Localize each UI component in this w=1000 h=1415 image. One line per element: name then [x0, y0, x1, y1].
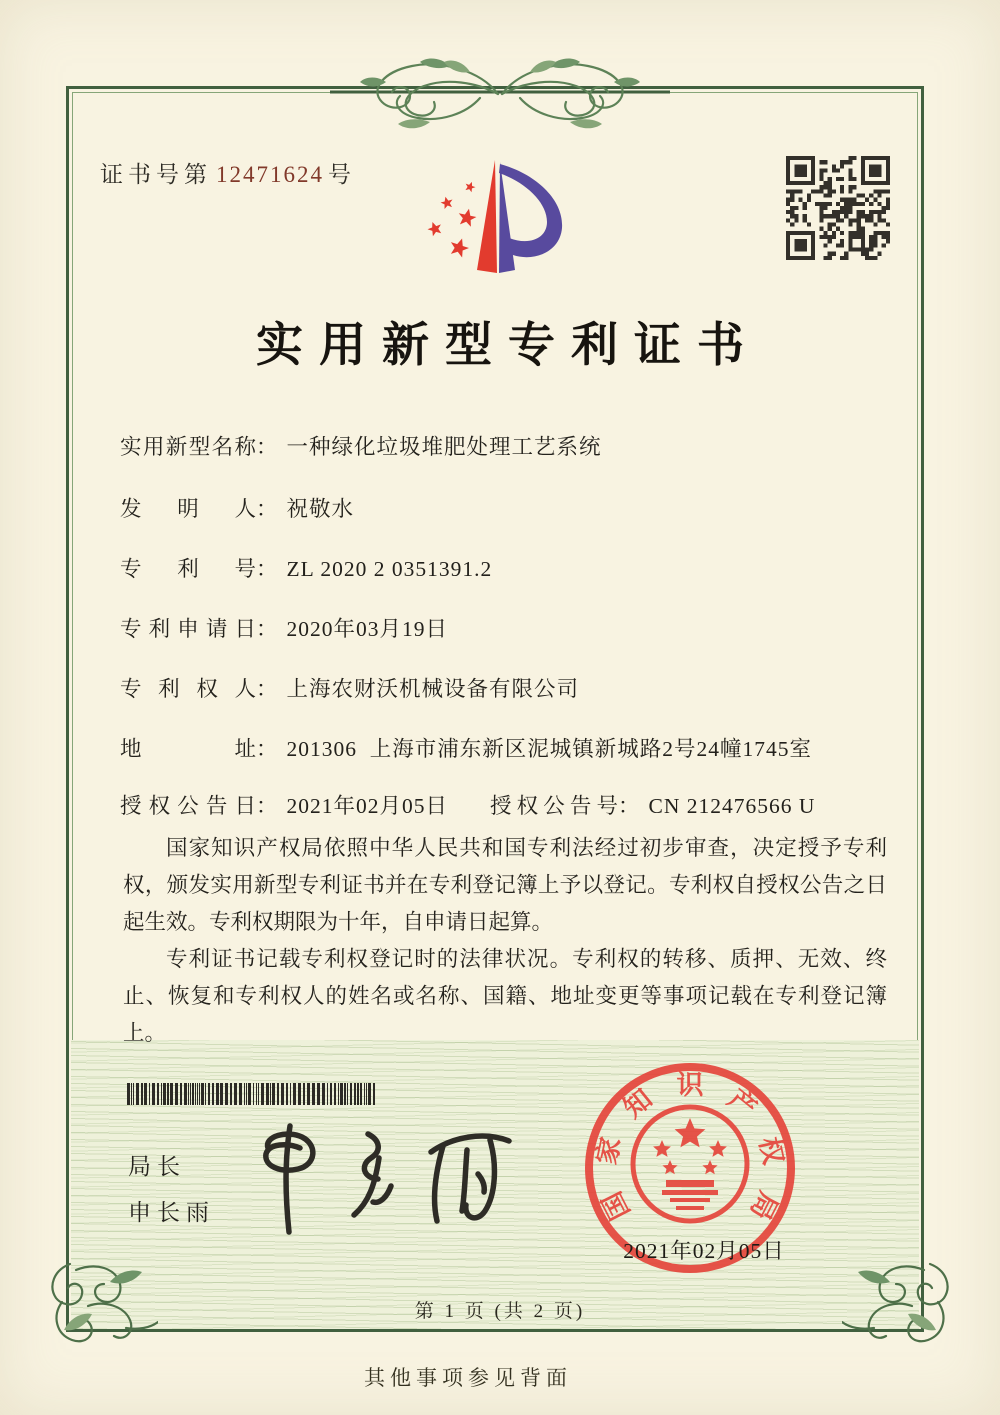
certificate-number-prefix: 证书号第: [100, 162, 212, 187]
seal-issue-date: 2021年02月05日: [623, 1239, 785, 1263]
field-value: 2021年02月05日: [286, 794, 449, 818]
colon: ：: [256, 557, 278, 581]
field-label: 专利申请日: [120, 617, 256, 641]
top-flourish-ornament-icon: [330, 52, 670, 136]
field-value: 上海农财沃机械设备有限公司: [286, 677, 580, 701]
field-label: 专利权人: [120, 677, 256, 701]
field-patentee: [120, 672, 910, 703]
svg-text:知: 知: [617, 1083, 658, 1124]
field-value: 201306 上海市浦东新区泥城镇新城路2号24幢1745室: [286, 737, 813, 761]
field-value: 一种绿化垃圾堆肥处理工艺系统: [286, 435, 602, 459]
certificate-number-suffix: 号: [328, 162, 356, 187]
certificate-number-line: [100, 156, 356, 189]
colon: ：: [256, 677, 278, 701]
field-value: 祝敬水: [286, 497, 355, 521]
svg-text:产: 产: [722, 1083, 763, 1124]
svg-text:局: 局: [744, 1186, 784, 1225]
field-address: [120, 732, 910, 763]
cnipa-logo-icon: [412, 142, 582, 292]
commissioner-signature: [228, 1118, 528, 1240]
field-grant-number: [490, 789, 815, 820]
field-inventor: [120, 492, 910, 523]
field-grant-date: [120, 789, 910, 820]
svg-text:国: 国: [596, 1186, 636, 1225]
field-application-date: [120, 612, 910, 643]
field-patent-number: [120, 552, 910, 583]
legal-text-block: [123, 830, 887, 1052]
colon: ：: [256, 435, 278, 459]
colon: ：: [256, 737, 278, 761]
colon: ：: [256, 497, 278, 521]
field-value: 2020年03月19日: [286, 617, 449, 641]
colon: ：: [618, 794, 640, 818]
national-emblem-icon: [633, 1107, 747, 1221]
signer-name: 申长雨: [128, 1200, 215, 1225]
back-side-note: 其他事项参见背面: [364, 1366, 572, 1390]
svg-text:识: 识: [676, 1070, 704, 1100]
signer-title: 局长: [128, 1154, 186, 1179]
field-label: 专利号: [120, 557, 256, 581]
field-label: 授权公告日: [120, 794, 256, 818]
field-label: 发明人: [120, 497, 256, 521]
field-label: 地址: [120, 737, 256, 761]
certificate-number: 12471624: [216, 162, 324, 187]
page-number: 第 1 页 (共 2 页): [414, 1301, 586, 1322]
legal-paragraph-1: 国家知识产权局依照中华人民共和国专利法经过初步审查，决定授予专利权，颁发实用新型专利证书并在专利登记簿上予以登记。专利权自授权公告之日起生效。专利权期限为十年，自申请日起算。: [123, 836, 887, 934]
field-value: CN 212476566 U: [648, 794, 816, 818]
certificate-title: 实用新型专利证书: [256, 320, 760, 372]
colon: ：: [256, 617, 278, 641]
svg-text:权: 权: [753, 1134, 789, 1168]
field-label: 实用新型名称: [120, 435, 256, 459]
svg-text:家: 家: [591, 1134, 627, 1168]
field-utility-model-name: [120, 430, 910, 461]
legal-paragraph-2: 专利证书记载专利权登记时的法律状况。专利权的转移、质押、无效、终止、恢复和专利权人的姓名或名称、国籍、地址变更等事项记载在专利登记簿上。: [123, 947, 887, 1045]
qr-code: [786, 156, 890, 260]
certificate-barcode: [127, 1083, 383, 1105]
colon: ：: [256, 794, 278, 818]
field-value: ZL 2020 2 0351391.2: [286, 557, 493, 581]
field-label: 授权公告号: [490, 794, 618, 818]
